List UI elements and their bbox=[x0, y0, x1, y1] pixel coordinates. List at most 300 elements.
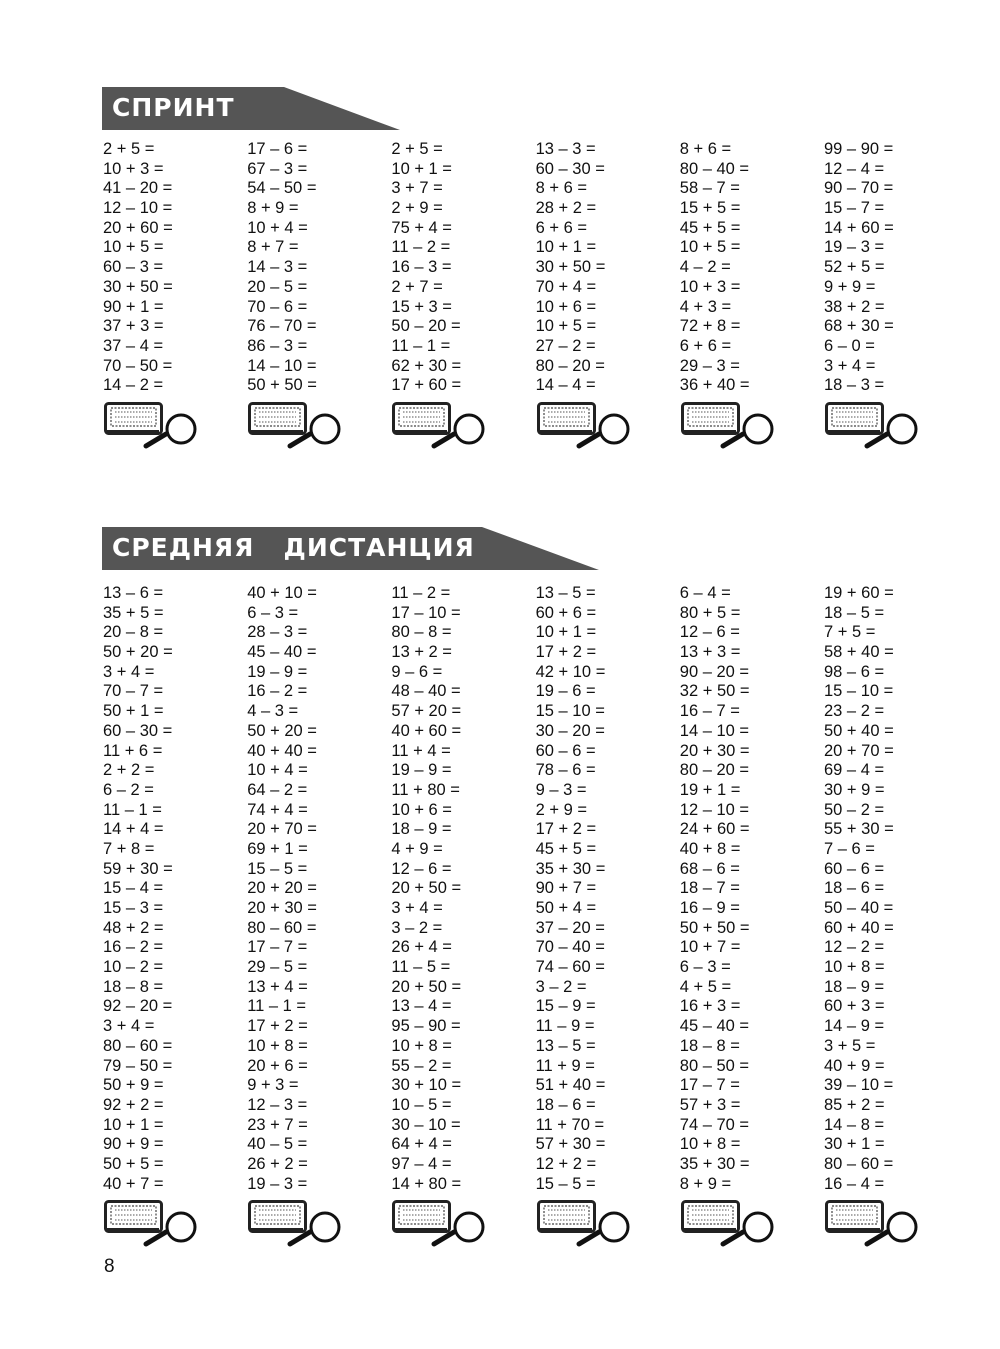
exercise-item: 78 – 6 = bbox=[535, 761, 596, 780]
exercise-item: 99 – 90 = bbox=[824, 140, 894, 158]
exercise-grid-middle-distance bbox=[103, 584, 923, 1196]
exercise-item: 90 + 7 = bbox=[535, 879, 597, 898]
exercise-item: 29 – 5 = bbox=[247, 958, 308, 977]
exercise-item: 39 – 10 = bbox=[824, 1076, 894, 1095]
exercise-column bbox=[391, 140, 531, 396]
exercise-item: 18 – 6 = bbox=[824, 879, 885, 898]
exercise-item: 58 – 7 = bbox=[679, 179, 740, 198]
exercise-item: 80 – 8 = bbox=[391, 623, 452, 642]
exercise-item: 11 – 1 = bbox=[247, 997, 307, 1016]
exercise-item: 10 + 7 = bbox=[679, 938, 741, 957]
exercise-item: 14 – 8 = bbox=[824, 1115, 885, 1134]
exercise-item: 15 – 9 = bbox=[535, 997, 596, 1016]
exercise-item: 10 + 3 = bbox=[103, 159, 164, 178]
exercise-item: 95 – 90 = bbox=[391, 1017, 461, 1036]
exercise-item: 30 + 50 = bbox=[535, 258, 606, 277]
exercise-item: 8 + 6 = bbox=[535, 179, 587, 198]
exercise-item: 3 + 4 = bbox=[103, 1017, 155, 1036]
exercise-item: 16 – 9 = bbox=[679, 899, 740, 917]
timer-row-middle-distance bbox=[103, 1199, 923, 1249]
exercise-item: 40 + 9 = bbox=[824, 1056, 885, 1075]
exercise-item: 14 – 3 = bbox=[247, 258, 308, 277]
exercise-item: 18 – 5 = bbox=[824, 603, 885, 622]
exercise-item: 3 + 4 = bbox=[824, 356, 876, 375]
exercise-item: 64 – 2 = bbox=[247, 780, 308, 799]
exercise-item: 40 + 40 = bbox=[247, 741, 317, 760]
exercise-item: 16 + 3 = bbox=[679, 997, 741, 1016]
stopwatch-display-icon bbox=[106, 1202, 162, 1233]
exercise-item: 18 – 9 = bbox=[391, 820, 452, 839]
exercise-item: 60 + 3 = bbox=[824, 997, 885, 1016]
exercise-item: 80 – 60 = bbox=[824, 1154, 894, 1173]
exercise-item: 10 + 8 = bbox=[391, 1036, 452, 1055]
exercise-item: 17 + 2 = bbox=[247, 1017, 308, 1036]
exercise-item: 80 – 60 = bbox=[103, 1036, 173, 1055]
exercise-item: 20 – 5 = bbox=[247, 277, 308, 296]
exercise-item: 18 – 3 = bbox=[824, 376, 885, 395]
exercise-item: 10 + 1 = bbox=[535, 623, 597, 642]
exercise-item: 50 – 40 = bbox=[824, 899, 894, 917]
exercise-item: 15 + 3 = bbox=[391, 297, 452, 316]
exercise-item: 17 – 7 = bbox=[247, 938, 308, 957]
exercise-item: 9 + 9 = bbox=[824, 277, 876, 296]
exercise-item: 37 – 4 = bbox=[103, 336, 164, 355]
exercise-item: 6 + 6 = bbox=[679, 336, 732, 355]
exercise-item: 12 – 6 = bbox=[391, 859, 452, 878]
exercise-item: 15 – 7 = bbox=[824, 199, 885, 218]
exercise-item: 14 + 60 = bbox=[824, 218, 894, 237]
exercise-item: 80 – 50 = bbox=[679, 1056, 750, 1075]
exercise-item: 27 – 2 = bbox=[535, 336, 596, 355]
exercise-item: 13 + 4 = bbox=[247, 977, 308, 996]
exercise-item: 92 + 2 = bbox=[103, 1095, 164, 1114]
timer-check-group bbox=[392, 401, 492, 449]
exercise-item: 16 – 7 = bbox=[679, 702, 740, 721]
exercise-item: 20 + 60 = bbox=[103, 218, 173, 237]
exercise-item: 30 + 9 = bbox=[824, 780, 885, 799]
exercise-item: 14 + 80 = bbox=[391, 1174, 462, 1193]
exercise-item: 10 + 8 = bbox=[247, 1036, 308, 1055]
exercise-item: 72 + 8 = bbox=[679, 317, 741, 336]
exercise-item: 80 + 5 = bbox=[679, 603, 741, 622]
exercise-item: 20 + 70 = bbox=[247, 820, 317, 839]
exercise-item: 80 – 40 = bbox=[679, 159, 750, 178]
exercise-item: 97 – 4 = bbox=[391, 1154, 452, 1173]
exercise-item: 20 + 70 = bbox=[824, 741, 894, 760]
exercise-item: 24 + 60 = bbox=[679, 820, 750, 839]
exercise-item: 15 + 5 = bbox=[679, 199, 741, 218]
exercise-item: 80 – 20 = bbox=[535, 356, 605, 375]
exercise-item: 90 – 70 = bbox=[824, 179, 894, 198]
exercise-item: 10 – 5 = bbox=[391, 1095, 452, 1114]
exercise-item: 10 + 6 = bbox=[391, 800, 452, 819]
section-banner-middle-distance bbox=[102, 527, 602, 570]
timer-check-group bbox=[681, 401, 781, 449]
exercise-item: 38 + 2 = bbox=[824, 297, 885, 316]
exercise-item: 37 – 20 = bbox=[535, 918, 605, 937]
exercise-item: 10 + 8 = bbox=[824, 958, 885, 977]
exercise-item: 35 + 30 = bbox=[679, 1154, 750, 1173]
exercise-item: 6 – 3 = bbox=[679, 958, 731, 977]
exercise-item: 13 – 5 = bbox=[535, 1036, 596, 1055]
exercise-item: 10 + 5 = bbox=[103, 238, 164, 257]
exercise-item: 15 – 5 = bbox=[247, 859, 308, 878]
exercise-item: 7 + 5 = bbox=[824, 623, 876, 642]
exercise-item: 69 – 4 = bbox=[824, 761, 885, 780]
exercise-item: 9 – 3 = bbox=[535, 780, 587, 799]
exercise-item: 70 – 7 = bbox=[103, 682, 164, 701]
exercise-column bbox=[103, 584, 243, 1194]
exercise-item: 55 – 2 = bbox=[391, 1056, 452, 1075]
exercise-item: 10 + 6 = bbox=[535, 297, 597, 316]
stopwatch-display-icon bbox=[250, 404, 306, 435]
exercise-grid-sprint bbox=[103, 140, 923, 400]
exercise-item: 12 – 3 = bbox=[247, 1095, 308, 1114]
timer-row-sprint bbox=[103, 401, 923, 451]
exercise-item: 3 + 4 = bbox=[103, 662, 155, 681]
exercise-item: 18 – 7 = bbox=[679, 879, 740, 898]
exercise-item: 20 + 50 = bbox=[391, 977, 462, 996]
exercise-item: 70 – 6 = bbox=[247, 297, 308, 316]
exercise-item: 6 – 4 = bbox=[679, 584, 731, 602]
exercise-item: 36 + 40 = bbox=[679, 376, 750, 395]
exercise-item: 11 – 2 = bbox=[391, 238, 451, 257]
exercise-item: 40 + 8 = bbox=[679, 839, 741, 858]
exercise-item: 74 – 70 = bbox=[679, 1115, 750, 1134]
exercise-column bbox=[536, 140, 676, 396]
exercise-item: 50 + 20 = bbox=[247, 721, 317, 740]
stopwatch-display-icon bbox=[394, 404, 450, 435]
exercise-item: 10 + 5 = bbox=[535, 317, 597, 336]
exercise-item: 50 – 2 = bbox=[824, 800, 885, 819]
exercise-item: 6 – 2 = bbox=[103, 780, 154, 799]
exercise-item: 11 – 2 = bbox=[391, 584, 451, 602]
exercise-item: 40 + 60 = bbox=[391, 721, 462, 740]
exercise-item: 2 + 7 = bbox=[391, 277, 443, 296]
exercise-item: 13 – 3 = bbox=[535, 140, 596, 158]
exercise-item: 8 + 6 = bbox=[679, 140, 732, 158]
exercise-item: 10 + 4 = bbox=[247, 218, 308, 237]
page-number: 8 bbox=[104, 1256, 115, 1277]
exercise-item: 40 + 7 = bbox=[103, 1174, 164, 1193]
exercise-item: 15 – 4 = bbox=[103, 879, 164, 898]
exercise-item: 28 – 3 = bbox=[247, 623, 308, 642]
section-title: СПРИНТ bbox=[112, 93, 235, 122]
exercise-item: 14 – 10 = bbox=[247, 356, 317, 375]
exercise-item: 17 – 10 = bbox=[391, 603, 461, 622]
exercise-item: 14 – 10 = bbox=[679, 721, 750, 740]
exercise-item: 68 – 6 = bbox=[679, 859, 740, 878]
exercise-item: 9 – 6 = bbox=[391, 662, 443, 681]
exercise-item: 8 + 7 = bbox=[247, 238, 299, 257]
exercise-item: 20 + 50 = bbox=[391, 879, 462, 898]
exercise-item: 19 + 60 = bbox=[824, 584, 894, 602]
exercise-item: 11 + 80 = bbox=[391, 780, 460, 799]
exercise-item: 60 – 3 = bbox=[103, 258, 164, 277]
exercise-item: 50 + 20 = bbox=[103, 643, 173, 662]
timer-check-group bbox=[537, 401, 637, 449]
exercise-item: 50 + 5 = bbox=[103, 1154, 164, 1173]
exercise-item: 79 – 50 = bbox=[103, 1056, 173, 1075]
exercise-item: 9 + 3 = bbox=[247, 1076, 299, 1095]
exercise-column bbox=[247, 584, 387, 1194]
exercise-item: 15 – 5 = bbox=[535, 1174, 596, 1193]
exercise-item: 62 + 30 = bbox=[391, 356, 462, 375]
exercise-item: 54 – 50 = bbox=[247, 179, 317, 198]
exercise-item: 7 + 8 = bbox=[103, 839, 155, 858]
exercise-item: 11 + 70 = bbox=[535, 1115, 605, 1134]
exercise-item: 6 – 0 = bbox=[824, 336, 875, 355]
exercise-item: 59 + 30 = bbox=[103, 859, 173, 878]
exercise-column bbox=[103, 140, 243, 396]
exercise-item: 12 – 2 = bbox=[824, 938, 885, 957]
exercise-item: 15 – 10 = bbox=[824, 682, 894, 701]
exercise-item: 50 + 1 = bbox=[103, 702, 164, 721]
exercise-item: 50 + 9 = bbox=[103, 1076, 164, 1095]
exercise-item: 11 + 4 = bbox=[391, 741, 451, 760]
exercise-item: 48 – 40 = bbox=[391, 682, 461, 701]
exercise-item: 19 – 9 = bbox=[247, 662, 308, 681]
exercise-item: 55 + 30 = bbox=[824, 820, 894, 839]
stopwatch-display-icon bbox=[682, 1202, 738, 1233]
exercise-item: 3 – 2 = bbox=[391, 918, 443, 937]
exercise-item: 10 – 2 = bbox=[103, 958, 164, 977]
exercise-column bbox=[536, 584, 676, 1194]
exercise-item: 17 – 6 = bbox=[247, 140, 308, 158]
exercise-item: 86 – 3 = bbox=[247, 336, 308, 355]
exercise-item: 42 + 10 = bbox=[535, 662, 606, 681]
exercise-item: 57 + 3 = bbox=[679, 1095, 741, 1114]
timer-check-group bbox=[104, 1199, 204, 1247]
exercise-item: 4 – 2 = bbox=[679, 258, 731, 277]
exercise-item: 10 + 1 = bbox=[391, 159, 452, 178]
exercise-item: 29 – 3 = bbox=[679, 356, 740, 375]
exercise-item: 17 + 60 = bbox=[391, 376, 462, 395]
exercise-item: 90 + 1 = bbox=[103, 297, 164, 316]
exercise-item: 68 + 30 = bbox=[824, 317, 894, 336]
exercise-item: 14 – 9 = bbox=[824, 1017, 885, 1036]
timer-check-group bbox=[104, 401, 204, 449]
exercise-item: 4 + 3 = bbox=[679, 297, 732, 316]
exercise-item: 26 + 4 = bbox=[391, 938, 452, 957]
exercise-item: 14 – 2 = bbox=[103, 376, 164, 395]
exercise-item: 90 – 20 = bbox=[679, 662, 750, 681]
exercise-item: 3 + 7 = bbox=[391, 179, 443, 198]
exercise-item: 19 + 1 = bbox=[679, 780, 741, 799]
stopwatch-display-icon bbox=[827, 1202, 883, 1233]
exercise-item: 60 + 40 = bbox=[824, 918, 894, 937]
exercise-item: 16 – 3 = bbox=[391, 258, 452, 277]
exercise-item: 80 – 60 = bbox=[247, 918, 317, 937]
exercise-item: 18 – 8 = bbox=[103, 977, 164, 996]
exercise-item: 12 – 6 = bbox=[679, 623, 740, 642]
exercise-item: 76 – 70 = bbox=[247, 317, 317, 336]
exercise-item: 23 – 2 = bbox=[824, 702, 885, 721]
exercise-item: 92 – 20 = bbox=[103, 997, 173, 1016]
timer-check-group bbox=[825, 401, 925, 449]
exercise-item: 67 – 3 = bbox=[247, 159, 308, 178]
exercise-item: 10 + 1 = bbox=[535, 238, 597, 257]
timer-check-group bbox=[392, 1199, 492, 1247]
exercise-item: 85 + 2 = bbox=[824, 1095, 885, 1114]
exercise-item: 10 + 8 = bbox=[679, 1135, 741, 1154]
exercise-item: 70 + 4 = bbox=[535, 277, 597, 296]
exercise-item: 74 + 4 = bbox=[247, 800, 308, 819]
exercise-item: 11 + 6 = bbox=[103, 741, 163, 760]
exercise-item: 11 – 1 = bbox=[103, 800, 162, 819]
exercise-item: 30 + 1 = bbox=[824, 1135, 885, 1154]
exercise-item: 20 + 30 = bbox=[247, 899, 317, 917]
exercise-item: 16 – 2 = bbox=[247, 682, 308, 701]
exercise-item: 12 – 4 = bbox=[824, 159, 885, 178]
exercise-item: 13 + 2 = bbox=[391, 643, 452, 662]
exercise-item: 41 – 20 = bbox=[103, 179, 173, 198]
exercise-item: 35 + 5 = bbox=[103, 603, 164, 622]
exercise-item: 20 + 30 = bbox=[679, 741, 750, 760]
section-banner-sprint bbox=[102, 87, 402, 130]
exercise-item: 45 + 5 = bbox=[535, 839, 597, 858]
exercise-item: 50 – 20 = bbox=[391, 317, 461, 336]
exercise-item: 57 + 20 = bbox=[391, 702, 462, 721]
exercise-item: 60 – 6 = bbox=[824, 859, 885, 878]
exercise-item: 20 + 20 = bbox=[247, 879, 317, 898]
exercise-item: 17 + 2 = bbox=[535, 820, 597, 839]
exercise-item: 19 – 9 = bbox=[391, 761, 452, 780]
exercise-item: 69 + 1 = bbox=[247, 839, 308, 858]
exercise-item: 75 + 4 = bbox=[391, 218, 452, 237]
exercise-item: 17 – 7 = bbox=[679, 1076, 740, 1095]
exercise-item: 45 – 40 = bbox=[679, 1017, 750, 1036]
stopwatch-display-icon bbox=[827, 404, 883, 435]
exercise-item: 3 + 4 = bbox=[391, 899, 443, 917]
exercise-item: 10 + 4 = bbox=[247, 761, 308, 780]
timer-check-group bbox=[537, 1199, 637, 1247]
exercise-item: 12 – 10 = bbox=[103, 199, 173, 218]
exercise-item: 11 – 9 = bbox=[535, 1017, 595, 1036]
exercise-column bbox=[247, 140, 387, 396]
exercise-item: 4 – 3 = bbox=[247, 702, 299, 721]
exercise-item: 74 – 60 = bbox=[535, 958, 605, 977]
exercise-item: 2 + 9 = bbox=[391, 199, 443, 218]
exercise-item: 19 – 6 = bbox=[535, 682, 596, 701]
exercise-item: 12 – 10 = bbox=[679, 800, 750, 819]
exercise-item: 16 – 2 = bbox=[103, 938, 164, 957]
exercise-item: 13 – 5 = bbox=[535, 584, 596, 602]
stopwatch-display-icon bbox=[106, 404, 162, 435]
exercise-item: 17 + 2 = bbox=[535, 643, 597, 662]
exercise-item: 3 + 5 = bbox=[824, 1036, 876, 1055]
exercise-item: 30 + 10 = bbox=[391, 1076, 462, 1095]
exercise-item: 18 – 6 = bbox=[535, 1095, 596, 1114]
exercise-item: 13 – 4 = bbox=[391, 997, 452, 1016]
exercise-item: 51 + 40 = bbox=[535, 1076, 606, 1095]
exercise-item: 13 + 3 = bbox=[679, 643, 741, 662]
exercise-item: 52 + 5 = bbox=[824, 258, 885, 277]
exercise-item: 6 + 6 = bbox=[535, 218, 587, 237]
timer-check-group bbox=[825, 1199, 925, 1247]
exercise-item: 15 – 10 = bbox=[535, 702, 605, 721]
exercise-item: 50 + 50 = bbox=[247, 376, 317, 395]
exercise-item: 19 – 3 = bbox=[247, 1174, 308, 1193]
exercise-item: 2 + 5 = bbox=[103, 140, 155, 158]
stopwatch-display-icon bbox=[538, 1202, 594, 1233]
exercise-item: 45 + 5 = bbox=[679, 218, 741, 237]
exercise-item: 50 + 40 = bbox=[824, 721, 894, 740]
exercise-item: 45 – 40 = bbox=[247, 643, 317, 662]
exercise-item: 3 – 2 = bbox=[535, 977, 587, 996]
timer-check-group bbox=[248, 1199, 348, 1247]
exercise-item: 60 + 6 = bbox=[535, 603, 597, 622]
exercise-column bbox=[391, 584, 531, 1194]
timer-check-group bbox=[681, 1199, 781, 1247]
exercise-item: 32 + 50 = bbox=[679, 682, 750, 701]
exercise-item: 48 + 2 = bbox=[103, 918, 164, 937]
timer-check-group bbox=[248, 401, 348, 449]
exercise-item: 30 + 50 = bbox=[103, 277, 173, 296]
exercise-item: 20 – 8 = bbox=[103, 623, 164, 642]
exercise-item: 30 – 10 = bbox=[391, 1115, 461, 1134]
exercise-item: 8 + 9 = bbox=[247, 199, 299, 218]
exercise-column bbox=[824, 584, 964, 1194]
exercise-item: 90 + 9 = bbox=[103, 1135, 164, 1154]
exercise-item: 70 – 40 = bbox=[535, 938, 605, 957]
exercise-item: 23 + 7 = bbox=[247, 1115, 308, 1134]
exercise-item: 4 + 5 = bbox=[679, 977, 732, 996]
exercise-item: 2 + 9 = bbox=[535, 800, 587, 819]
stopwatch-display-icon bbox=[682, 404, 738, 435]
exercise-item: 50 + 50 = bbox=[679, 918, 750, 937]
exercise-item: 70 – 50 = bbox=[103, 356, 173, 375]
exercise-item: 18 – 9 = bbox=[824, 977, 885, 996]
exercise-column bbox=[680, 584, 820, 1194]
exercise-item: 2 + 5 = bbox=[391, 140, 443, 158]
exercise-item: 11 – 5 = bbox=[391, 958, 451, 977]
exercise-item: 13 – 6 = bbox=[103, 584, 164, 602]
stopwatch-display-icon bbox=[394, 1202, 450, 1233]
exercise-column bbox=[824, 140, 964, 396]
exercise-item: 26 + 2 = bbox=[247, 1154, 308, 1173]
exercise-item: 10 + 3 = bbox=[679, 277, 741, 296]
exercise-item: 10 + 1 = bbox=[103, 1115, 164, 1134]
exercise-item: 2 + 2 = bbox=[103, 761, 155, 780]
exercise-item: 37 + 3 = bbox=[103, 317, 164, 336]
exercise-item: 14 + 4 = bbox=[103, 820, 164, 839]
exercise-item: 28 + 2 = bbox=[535, 199, 597, 218]
exercise-item: 11 + 9 = bbox=[535, 1056, 595, 1075]
section-title: СРЕДНЯЯ ДИСТАНЦИЯ bbox=[112, 533, 475, 562]
exercise-item: 18 – 8 = bbox=[679, 1036, 740, 1055]
exercise-item: 57 + 30 = bbox=[535, 1135, 606, 1154]
exercise-item: 64 + 4 = bbox=[391, 1135, 452, 1154]
exercise-item: 40 – 5 = bbox=[247, 1135, 308, 1154]
exercise-item: 11 – 1 = bbox=[391, 336, 451, 355]
exercise-item: 20 + 6 = bbox=[247, 1056, 308, 1075]
exercise-item: 7 – 6 = bbox=[824, 839, 875, 858]
exercise-item: 6 – 3 = bbox=[247, 603, 299, 622]
exercise-item: 60 – 30 = bbox=[103, 721, 173, 740]
stopwatch-display-icon bbox=[250, 1202, 306, 1233]
exercise-item: 14 – 4 = bbox=[535, 376, 596, 395]
exercise-item: 35 + 30 = bbox=[535, 859, 606, 878]
exercise-item: 15 – 3 = bbox=[103, 899, 164, 917]
exercise-item: 60 – 30 = bbox=[535, 159, 605, 178]
exercise-item: 8 + 9 = bbox=[679, 1174, 732, 1193]
exercise-item: 98 – 6 = bbox=[824, 662, 885, 681]
exercise-item: 4 + 9 = bbox=[391, 839, 443, 858]
exercise-item: 12 + 2 = bbox=[535, 1154, 597, 1173]
exercise-item: 40 + 10 = bbox=[247, 584, 317, 602]
exercise-item: 80 – 20 = bbox=[679, 761, 750, 780]
